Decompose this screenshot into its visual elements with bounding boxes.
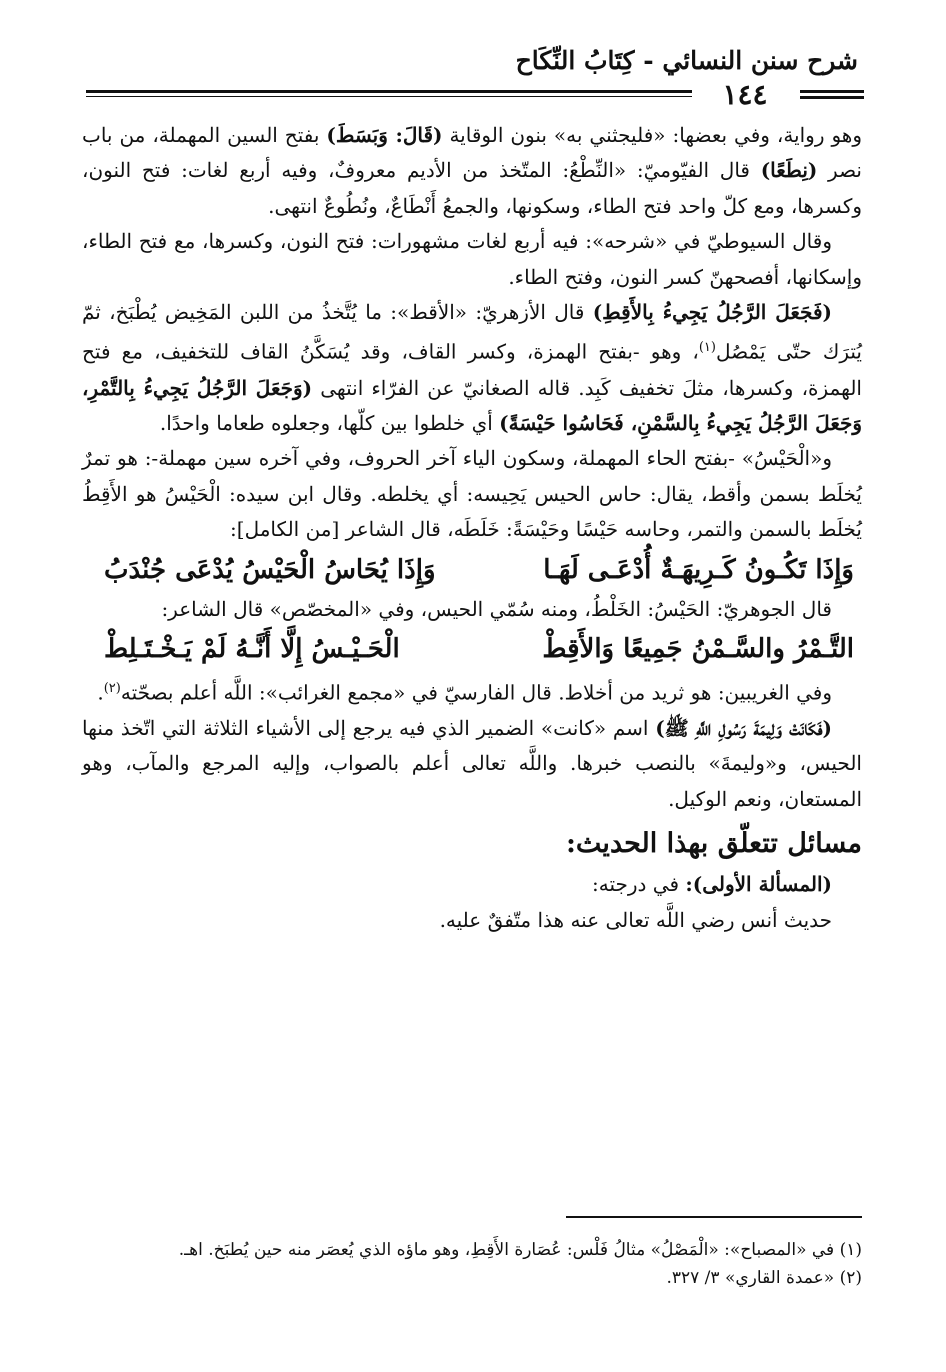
text-run: ، وهو -بفتح الهمزة، وكسر القاف، وقد يُسَكَّنُ القاف للتخفيف، مع فتح الهمزة، وكسرها، مثلَ تخفيف كَبِد. قاله الصغانيّ عن الفرّاء انتهى [82,340,862,400]
text-run: . [97,680,104,705]
paragraph [82,295,862,441]
paragraph [82,224,862,295]
section-heading: مسائل تتعلّق بهذا الحديث: [565,828,862,860]
bold-quote: (نِطَعًا) [760,158,818,183]
footnote-2: (٢) «عمدة القاري» ٣/ ٣٢٧. [666,1268,862,1288]
text-run: اسم «كانت» الضمير الذي فيه يرجع إلى الأشياء الثلاثة التي اتّخذ منها الحيس، و«وليمةَ» بالنصب خبرها. واللَّه تعالى أعلم بالصواب، وإليه المرجع والمآب، وهو المستعان، ونعم الوكيل. [82,716,862,811]
running-header-title: شرح سنن النسائي - كِتَابُ النِّكَاح [515,46,858,75]
verse-second-hemistich: وَإِذَا يُحَاسُ الْحَيْسُ يُدْعَى جُنْدَبُ [104,554,436,585]
question-text: في درجته: [592,872,686,897]
footnotes [82,1236,862,1292]
main-text [82,118,862,938]
paragraph [82,671,862,711]
text-run: قال الأزهريّ: «الأقط»: ما يُتَّخذُ من اللبن المَخِيض يُطْبَخ، ثمّ يُترَك حتّى يَمْصُل [82,300,862,365]
paragraph [82,711,862,817]
closing-sentence: حديث أنس رضي اللَّه تعالى عنه هذا متّفقٌ عليه. [439,907,832,932]
text-run: و«الْحَيْسُ» -بفتح الحاء المهملة، وسكون الياء آخر الحروف، وفي آخره سين مهملة-: هو تمرٌ يُخلَط بسمن وأقط، يقال: حاس الحيس يَحِيسه: أي يخلطه. وقال ابن سيده: الْحَيْسُ هو الأَقِطُ يُخلَط بالسمن والتمر، وحاسه حَيْسًا وحَيْسَةً: خَلَطَه، قال الشاعر [من الكامل]: [82,446,862,542]
header-rule-short [800,90,864,99]
poetry-verse [82,548,862,592]
verse-second-hemistich: الْحَـيْـسُ إِلَّا أَنَّـهُ لَمْ يَـخْـتَـلِطْ [104,633,400,664]
text-run: أي خلطوا بين كلّها، وجعلوه طعاما واحدًا. [159,410,500,435]
poetry-verse [82,627,862,671]
paragraph [82,118,862,224]
text-run: بفتح السين المهملة، من باب نصر [82,123,862,183]
text-run: قال الفيّوميّ: «النِّطْعُ: المتّخذ من الأديم معروفٌ، وفيه أربع لغات: فتح النون، وكسرها، ومع كلّ واحد فتح الطاء، وسكونها، والجمعُ أَنْطَاعٌ، ونُطُوعٌ انتهى. [82,158,862,218]
bold-quote: (فَجَعَلَ الرَّجُلُ يَجِيءُ بِالأَقِطِ) [592,300,832,325]
text-run: وهو رواية، وفي بعضها: «فليجثني به» بنون الوقاية [442,123,862,147]
footnote-ref: (٢) [103,680,121,696]
question-line [82,867,862,902]
footnote-ref: (١) [698,340,716,356]
text-run: وقال السيوطيّ في «شرحه»: فيه أربع لغات مشهورات: فتح النون، وكسرها، مع فتح الطاء، وإسكانها، أفصحهنّ كسر النون، وفتح الطاء. [82,229,862,289]
question-label: (المسألة الأولى): [685,872,832,897]
bold-quote: (وَجَعَلَ الرَّجُلُ يَجِيءُ بِالتَّمْرِ، وَجَعَلَ الرَّجُلُ يَجِيءُ بِالسَّمْنِ، فَحَاسُوا حَيْسَةً) [82,375,862,435]
text-run: قال الجوهريّ: الحَيْسُ: الخَلْطُ، ومنه سُمّي الحيس، وفي «المخصّص» قال الشاعر: [161,596,832,621]
verse-first-hemistich: التَّـمْرُ والسَّـمْنُ جَمِيعًا وَالأَقِطْ [542,633,854,664]
paragraph [82,441,862,547]
footnote-separator [566,1216,862,1218]
footnote-1: (١) في «المصباح»: «الْمَصْلُ» مثالُ فَلْس: عُصَارة الأَقِطِ، وهو ماؤه الذي يُعصَر منه حين يُطبَخ. اهـ. [178,1240,862,1260]
page-number: ١٤٤ [722,78,768,111]
header-rule [86,90,692,97]
verse-first-hemistich: وَإِذَا تَكُـونُ كَـرِيهَـةٌ أُدْعَـى لَهَـا [543,554,854,585]
text-run: وفي الغريبين: هو ثريد من أخلاط. قال الفارسيّ في «مجمع الغرائب»: اللَّه أعلم بصحّته [120,680,832,705]
paragraph [82,592,862,627]
bold-quote: (فَكَانَتْ وَلِيمَةَ رَسُولِ اللَّهِ ﷺ) [655,716,833,740]
bold-quote: (قَالَ: وَبَسَطَ) [326,123,443,147]
